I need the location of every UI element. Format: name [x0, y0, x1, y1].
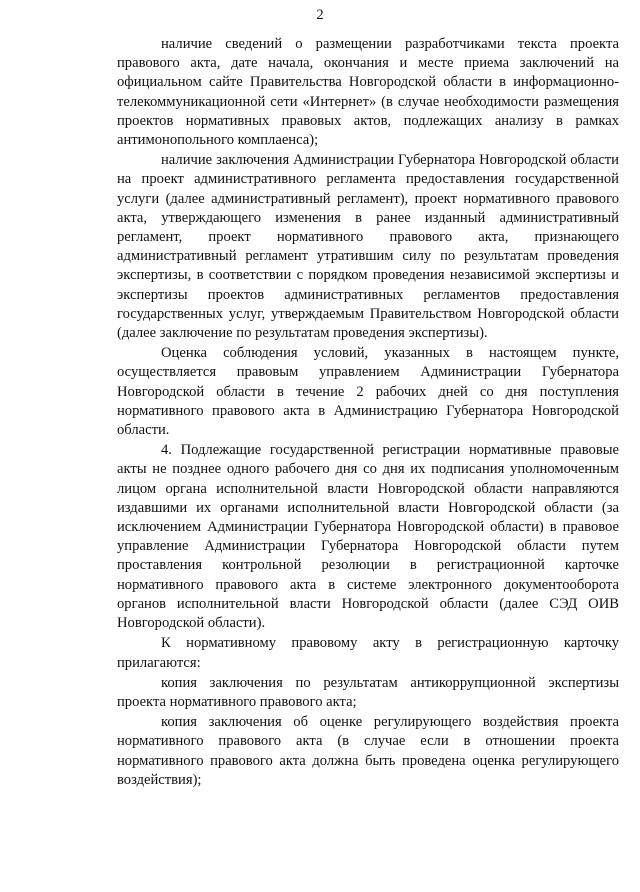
page-number: 2	[316, 7, 324, 23]
paragraph-publication-info: наличие сведений о размещении разработчиками текста проекта правового акта, дате начала, окончания и месте приема заключений на официальном сайте Правительства Новгородской области в информационно-телекоммуникационной сети «Интернет» (в случае необходимости размещения проектов нормативных правовых актов, подлежащих анализу в рамках антимонопольного комплаенса);	[117, 36, 619, 149]
document-body	[117, 35, 619, 791]
paragraph-anticorruption-copy: копия заключения по результатам антикоррупционной экспертизы проекта нормативного правового акта;	[117, 674, 619, 710]
paragraph-compliance-assessment: Оценка соблюдения условий, указанных в настоящем пункте, осуществляется правовым управлением Администрации Губернатора Новгородской области в течение 2 рабочих дней со дня поступления нормативного правового акта в Администрацию Губернатора Новгородской области.	[117, 345, 619, 439]
paragraph-attachments-intro: К нормативному правовому акту в регистрационную карточку прилагаются:	[117, 635, 619, 671]
paragraph-item-4-registration: 4. Подлежащие государственной регистрации нормативные правовые акты не позднее одного рабочего дня со дня их подписания уполномоченным лицом органа исполнительной власти Новгородской области направляются издавшими их органами исполнительной власти Новгородской области (за исключением Администрации Губернатора Новгородской области) в правовое управление Администрации Губернатора Новгородской области путем проставления контрольной резолюции в регистрационной карточке нормативного правового акта в системе электронного документооборота органов исполнительной власти Новгородской области (далее СЭД ОИВ Новгородской области).	[117, 442, 619, 632]
paragraph-regulatory-impact-copy: копия заключения об оценке регулирующего воздействия проекта нормативного правового акта (в случае если в отношении проекта нормативного правового акта должна быть проведена оценка регулирующего воздействия);	[117, 714, 619, 788]
paragraph-administration-conclusion: наличие заключения Администрации Губернатора Новгородской области на проект административного регламента предоставления государственной услуги (далее административный регламент), проект нормативного правового акта, утверждающего изменения в ранее изданный административный регламент, проект нормативного правового акта, признающего административный регламент утратившим силу по результатам проведения экспертизы, в соответствии с порядком проведения независимой экспертизы и экспертизы проектов административных регламентов предоставления государственных услуг, утверждаемым Правительством Новгородской области (далее заключение по результатам проведения экспертизы).	[117, 152, 619, 342]
